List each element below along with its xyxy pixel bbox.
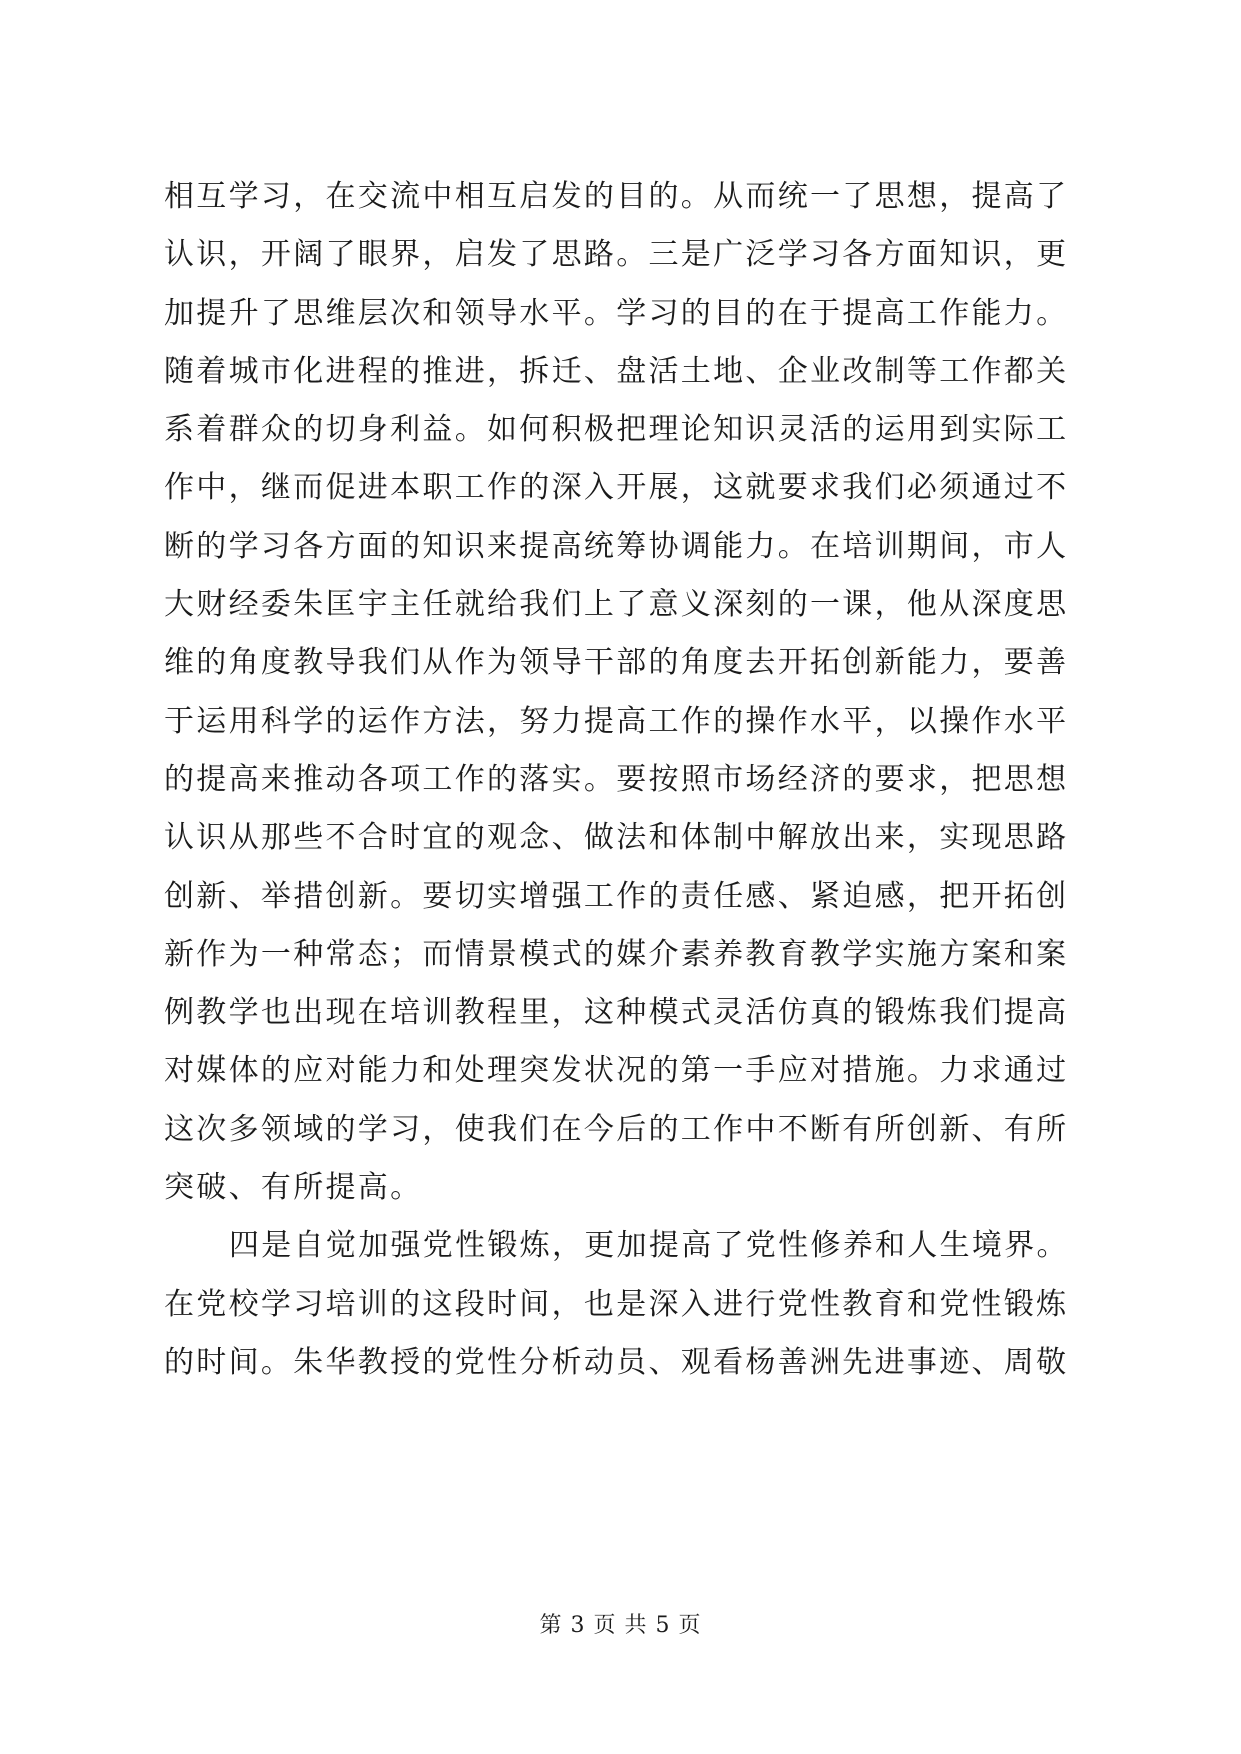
paragraph-start-line: 四是自觉加强党性锻炼，更加提高了党性修养和人生境界。 — [229, 1228, 1069, 1264]
text-line: 系着群众的切身利益。如何积极把理论知识灵活的运用到实际工 — [164, 412, 1069, 448]
text-line: 相互学习，在交流中相互启发的目的。从而统一了思想，提高了 — [164, 179, 1069, 214]
text-line: 对媒体的应对能力和处理突发状况的第一手应对措施。力求通过 — [164, 1053, 1069, 1089]
text-line: 断的学习各方面的知识来提高统筹协调能力。在培训期间，市人 — [164, 528, 1069, 564]
text-line: 这次多领域的学习，使我们在今后的工作中不断有所创新、有所 — [164, 1111, 1069, 1147]
text-line: 的提高来推动各项工作的落实。要按照市场经济的要求，把思想 — [164, 761, 1069, 797]
text-line: 随着城市化进程的推进，拆迁、盘活土地、企业改制等工作都关 — [164, 353, 1069, 389]
text-line: 作中，继而促进本职工作的深入开展，这就要求我们必须通过不 — [164, 470, 1069, 506]
document-body — [164, 168, 1084, 1392]
text-line: 认识从那些不合时宜的观念、做法和体制中解放出来，实现思路 — [164, 820, 1069, 856]
text-line: 在党校学习培训的这段时间，也是深入进行党性教育和党性锻炼 — [164, 1286, 1069, 1322]
text-line: 例教学也出现在培训教程里，这种模式灵活仿真的锻炼我们提高 — [164, 995, 1069, 1031]
text-line: 大财经委朱匡宇主任就给我们上了意义深刻的一课，他从深度思 — [164, 587, 1069, 623]
page-footer: 第 3 页 共 5 页 — [539, 1613, 702, 1638]
text-line: 认识，开阔了眼界，启发了思路。三是广泛学习各方面知识，更 — [164, 237, 1069, 273]
text-line: 新作为一种常态；而情景模式的媒介素养教育教学实施方案和案 — [164, 936, 1069, 972]
text-line: 维的角度教导我们从作为领导干部的角度去开拓创新能力，要善 — [164, 645, 1069, 681]
text-line: 的时间。朱华教授的党性分析动员、观看杨善洲先进事迹、周敬 — [164, 1344, 1069, 1380]
text-line: 突破、有所提高。 — [164, 1170, 423, 1206]
text-line: 加提升了思维层次和领导水平。学习的目的在于提高工作能力。 — [164, 295, 1069, 331]
text-line: 于运用科学的运作方法，努力提高工作的操作水平，以操作水平 — [164, 703, 1069, 739]
text-line: 创新、举措创新。要切实增强工作的责任感、紧迫感，把开拓创 — [164, 878, 1069, 914]
